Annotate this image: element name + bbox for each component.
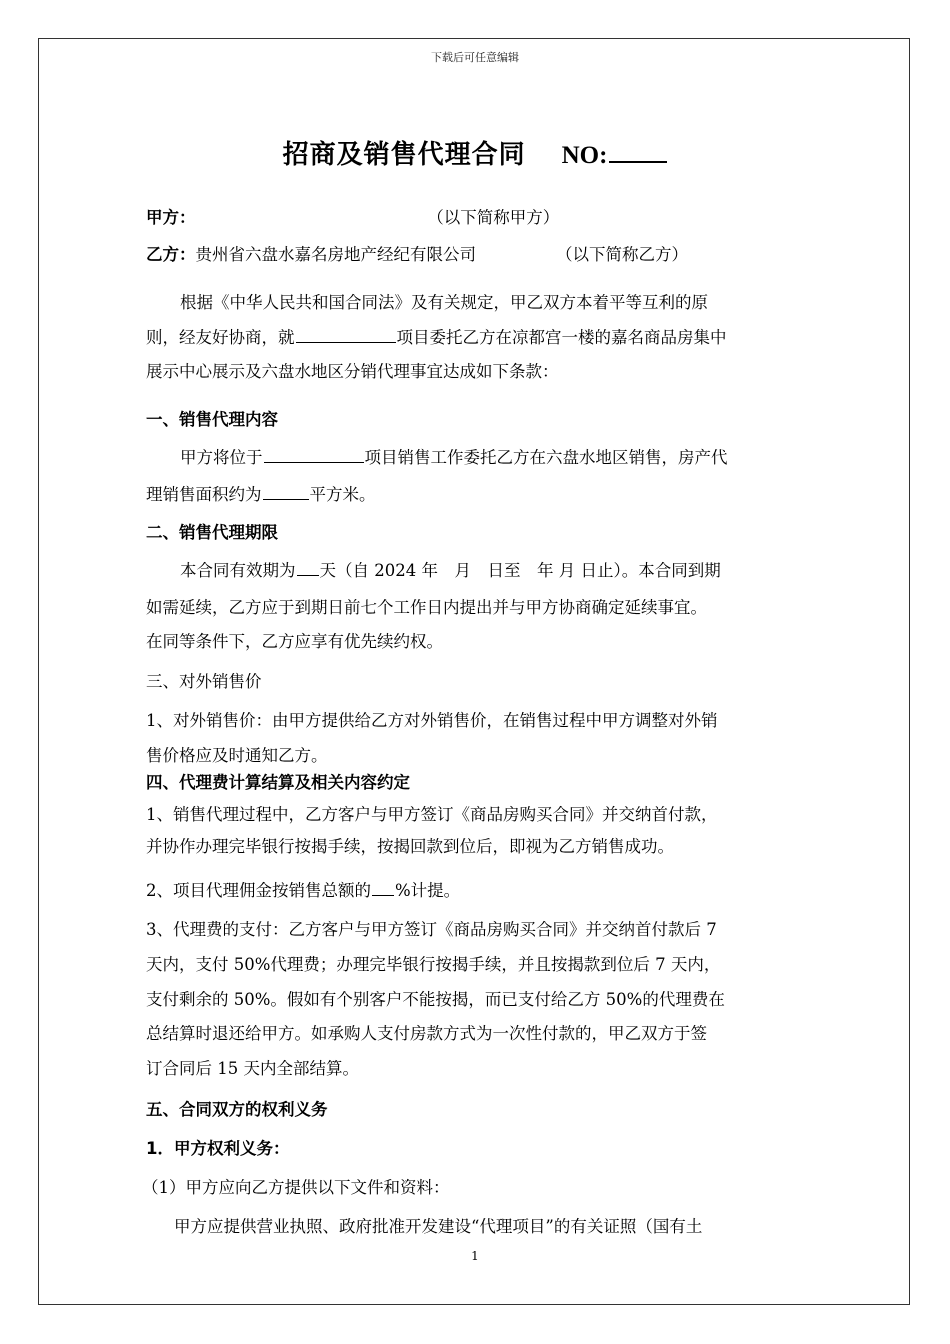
s1-line-1	[180, 444, 728, 468]
s1-line-2a: 理销售面积约为	[146, 485, 262, 504]
s4-p1-line-2: 并协作办理完毕银行按揭手续，按揭回款到位后，即视为乙方销售成功。	[146, 837, 674, 856]
s2-line-1a: 本合同有效期为	[180, 561, 296, 580]
page-number: 1	[471, 1249, 479, 1263]
section-2-heading: 二、销售代理期限	[146, 523, 278, 542]
s1-line-1b: 项目销售工作委托乙方在六盘水地区销售，房产代	[364, 448, 728, 467]
project-name-blank	[296, 341, 396, 343]
intro-line-2	[146, 324, 727, 348]
area-blank	[263, 498, 309, 500]
contract-no-label: NO:	[561, 142, 608, 169]
intro-line-2a: 则，经友好协商，就	[146, 328, 295, 347]
s4-p3-line-1: 3、代理费的支付：乙方客户与甲方签订《商品房购买合同》并交纳首付款后 7	[146, 920, 717, 939]
s2-line-3: 在同等条件下，乙方应享有优先续约权。	[146, 632, 443, 651]
party-b-note: （以下简称乙方）	[556, 245, 688, 264]
s1-line-1a: 甲方将位于	[180, 448, 263, 467]
section-3-heading: 三、对外销售价	[146, 672, 262, 691]
days-blank	[297, 574, 319, 576]
party-b-label: 乙方：	[146, 245, 196, 264]
s2-line-2: 如需延续，乙方应于到期日前七个工作日内提出并与甲方协商确定延续事宜。	[146, 598, 707, 617]
s4-p3-line-3: 支付剩余的 50%。假如有个别客户不能按揭，而已支付给乙方 50%的代理费在	[146, 990, 725, 1009]
s3-line-1: 1、对外销售价：由甲方提供给乙方对外销售价，在销售过程中甲方调整对外销	[146, 711, 718, 730]
intro-line-2b: 项目委托乙方在凉都宫一楼的嘉名商品房集中	[396, 328, 727, 347]
title-row	[0, 134, 950, 171]
party-b-name: 贵州省六盘水嘉名房地产经纪有限公司	[195, 245, 476, 264]
party-b-line	[146, 241, 688, 265]
s4-p3-line-2: 天内，支付 50%代理费；办理完毕银行按揭手续，并且按揭款到位后 7 天内，	[146, 955, 721, 974]
s2-line-1b: 天（自 2024 年 月 日至 年 月 日止）。本合同到期	[319, 561, 721, 580]
s2-line-1	[180, 557, 721, 581]
s5-item-1: （1）甲方应向乙方提供以下文件和资料：	[142, 1178, 450, 1197]
document-title: 招商及销售代理合同	[282, 140, 526, 170]
party-a-label: 甲方：	[146, 208, 196, 227]
s5-sub-1: 1．甲方权利义务：	[146, 1139, 290, 1158]
s4-p3-line-4: 总结算时退还给甲方。如承购人支付房款方式为一次性付款的，甲乙双方于签	[146, 1024, 707, 1043]
s1-line-2b: 平方米。	[309, 485, 376, 504]
section-5-heading: 五、合同双方的权利义务	[146, 1100, 328, 1119]
party-a-note: （以下简称甲方）	[435, 208, 560, 227]
s4-p2b: %计提。	[395, 881, 461, 900]
s5-item-1-text: 甲方应提供营业执照、政府批准开发建设“代理项目”的有关证照（国有土	[174, 1217, 703, 1236]
intro-line-1: 根据《中华人民共和国合同法》及有关规定，甲乙双方本着平等互利的原	[180, 293, 708, 312]
s4-p2	[146, 877, 460, 901]
location-blank	[264, 461, 364, 463]
s3-line-2: 售价格应及时通知乙方。	[146, 746, 328, 765]
header-note: 下载后可任意编辑	[431, 51, 519, 64]
s4-p2a: 2、项目代理佣金按销售总额的	[146, 881, 371, 900]
section-1-heading: 一、销售代理内容	[146, 410, 278, 429]
party-a-line	[146, 204, 559, 228]
s4-p3-line-5: 订合同后 15 天内全部结算。	[146, 1059, 359, 1078]
commission-blank	[372, 894, 394, 896]
s1-line-2	[146, 481, 376, 505]
intro-line-3: 展示中心展示及六盘水地区分销代理事宜达成如下条款：	[146, 362, 559, 381]
contract-no-blank	[609, 160, 667, 163]
section-4-heading: 四、代理费计算结算及相关内容约定	[146, 773, 410, 792]
s4-p1-line-1: 1、销售代理过程中，乙方客户与甲方签订《商品房购买合同》并交纳首付款，	[146, 805, 718, 824]
